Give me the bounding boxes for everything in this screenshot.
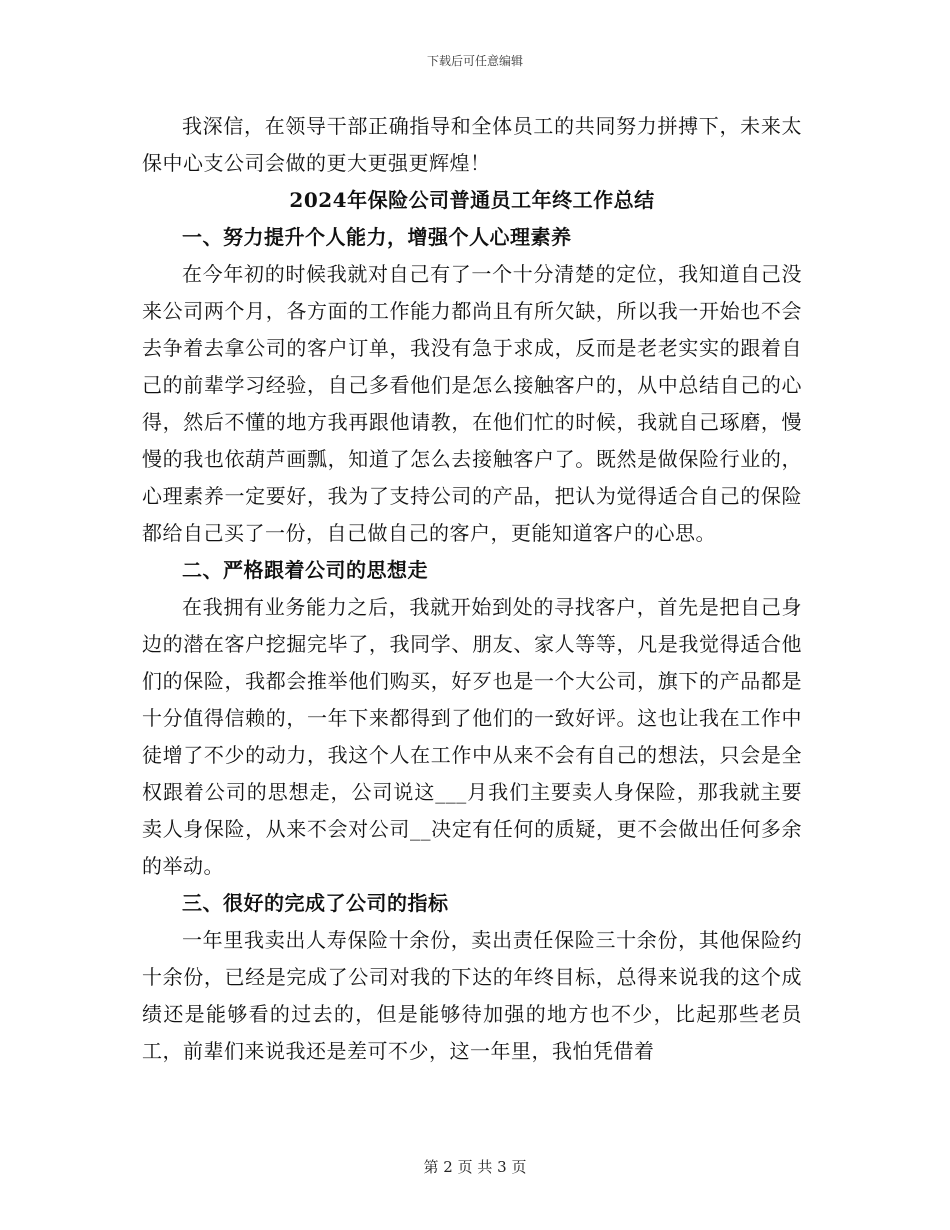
section-1-heading: 一、努力提升个人能力，增强个人心理素养 — [182, 225, 572, 249]
intro-paragraph: 我深信，在领导干部正确指导和全体员工的共同努力拼搏下，未来太保中心支公司会做的更大更强更辉煌！ — [142, 114, 802, 175]
section-3-paragraph: 一年里我卖出人寿保险十余份，卖出责任保险三十余份，其他保险约十余份，已经是完成了公司对我的下达的年终目标，总得来说我的这个成绩还是能够看的过去的，但是能够待加强的地方也不少，比起那些老员工，前辈们来说我还是差可不少，这一年里，我怕凭借着 — [142, 928, 802, 1063]
page-header: 下载后可任意编辑 — [426, 54, 523, 68]
section-3-heading: 三、很好的完成了公司的指标 — [182, 891, 449, 915]
page-footer: 第 2 页 共 3 页 — [423, 1158, 527, 1176]
document-body — [142, 108, 802, 1070]
section-2-heading: 二、严格跟着公司的思想走 — [182, 558, 428, 582]
section-2-paragraph: 在我拥有业务能力之后，我就开始到处的寻找客户，首先是把自己身边的潜在客户挖掘完毕了，我同学、朋友、家人等等，凡是我觉得适合他们的保险，我都会推举他们购买，好歹也是一个大公司，旗下的产品都是十分值得信赖的，一年下来都得到了他们的一致好评。这也让我在工作中徒增了不少的动力，我这个人在工作中从来不会有自己的想法，只会是全权跟着公司的思想走，公司说这___月我们主要卖人身保险，那我就主要卖人身保险，从来不会对公司__决定有任何的质疑，更不会做出任何多余的举动。 — [142, 595, 802, 878]
document-title: 2024年保险公司普通员工年终工作总结 — [289, 188, 655, 212]
section-1-paragraph: 在今年初的时候我就对自己有了一个十分清楚的定位，我知道自己没来公司两个月，各方面的工作能力都尚且有所欠缺，所以我一开始也不会去争着去拿公司的客户订单，我没有急于求成，反而是老老实实的跟着自己的前辈学习经验，自己多看他们是怎么接触客户的，从中总结自己的心得，然后不懂的地方我再跟他请教，在他们忙的时候，我就自己琢磨，慢慢的我也依葫芦画瓢，知道了怎么去接触客户了。既然是做保险行业的，心理素养一定要好，我为了支持公司的产品，把认为觉得适合自己的保险都给自己买了一份，自己做自己的客户，更能知道客户的心思。 — [142, 262, 802, 545]
